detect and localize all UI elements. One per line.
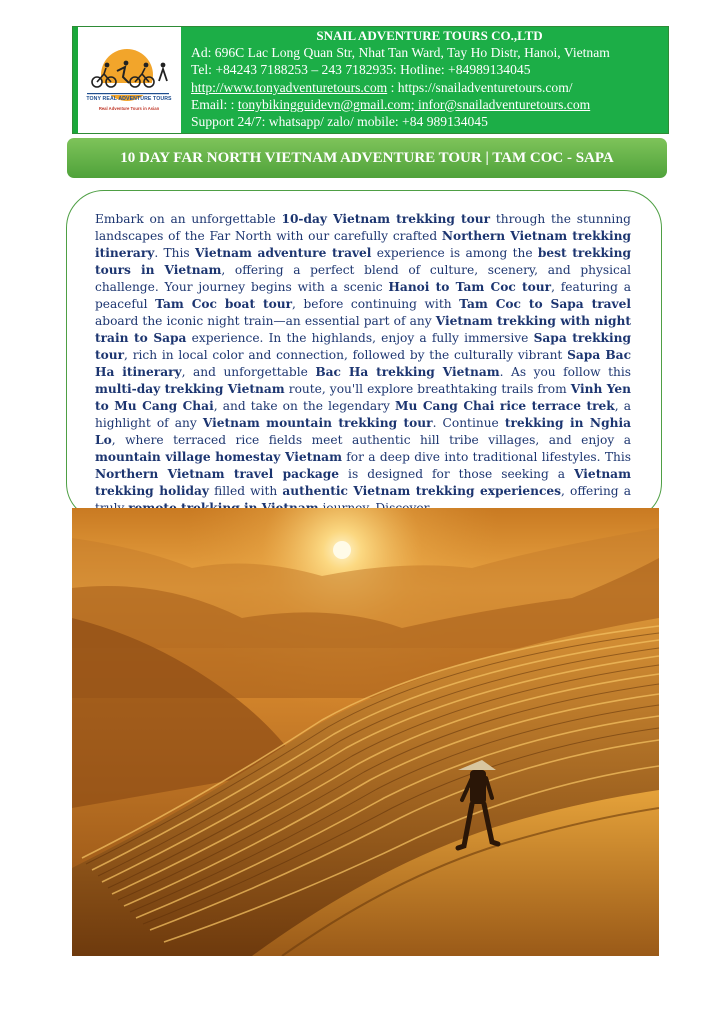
company-info <box>181 27 668 133</box>
keyword-highlight: Sapa Bac Ha itinerary <box>95 348 631 379</box>
keyword-highlight: 10-day Vietnam trekking tour <box>281 212 491 226</box>
company-address: Ad: 696C Lac Long Quan Str, Nhat Tan Ward, Tay Ho Distr, Hanoi, Vietnam <box>191 45 610 61</box>
keyword-highlight: Northern Vietnam travel package <box>95 467 340 481</box>
keyword-highlight: best trekking tours in Vietnam <box>95 246 631 277</box>
rice-terrace-photo <box>72 508 659 956</box>
logo-accent-bar <box>73 27 78 133</box>
tour-description: Embark on an unforgettable 10-day Vietnam trekking tour through the stunning landscapes of the Far North with our carefully crafted Northern Vietnam trekking itinerary. This Vietnam adventure travel experience is among the best trekking tours in Vietnam, offering a perfect blend of culture, scenery, and physical challenge. Your journey begins with a scenic Hanoi to Tam Coc tour, featuring a peaceful Tam Coc boat tour, before continuing with Tam Coc to Sapa travel aboard the iconic night train—an essential part of any Vietnam trekking with night train to Sapa experience. In the highlands, enjoy a fully immersive Sapa trekking tour, rich in local color and connection, followed by the culturally vibrant Sapa Bac Ha itinerary, and unforgettable Bac Ha trekking Vietnam. As you follow this multi-day trekking Vietnam route, you'll explore breathtaking trails from Vinh Yen to Mu Cang Chai, and take on the legendary Mu Cang Chai rice terrace trek, a highlight of any Vietnam mountain trekking tour. Continue trekking in Nghia Lo, where terraced rice fields meet authentic hill tribe villages, and enjoy a mountain village homestay Vietnam for a deep dive into traditional lifestyles. This Northern Vietnam travel package is designed for those seeking a Vietnam trekking holiday filled with authentic Vietnam trekking experiences, offering a <box>95 211 631 517</box>
company-email <box>191 96 668 113</box>
keyword-highlight: Mu Cang Chai rice terrace trek <box>394 399 615 413</box>
keyword-highlight: Bac Ha trekking Vietnam <box>315 365 500 379</box>
logo-subtext: Real Adventure Tours in Asian <box>98 106 160 111</box>
keyword-highlight: multi-day trekking Vietnam <box>95 382 285 396</box>
company-support: Support 24/7: whatsapp/ zalo/ mobile: +84 989134045 <box>191 114 488 130</box>
keyword-highlight: Tam Coc boat tour <box>155 297 293 311</box>
email-label: Email: : <box>191 96 238 112</box>
company-name: SNAIL ADVENTURE TOURS CO.,LTD <box>316 28 543 43</box>
description-box <box>66 190 662 521</box>
keyword-highlight: Vinh Yen to Mu Cang Chai <box>95 382 631 413</box>
keyword-highlight: trekking in Nghia Lo <box>95 416 631 447</box>
keyword-highlight: Vietnam mountain trekking tour <box>202 416 433 430</box>
keyword-highlight: Vietnam trekking with night train to Sapa <box>95 314 631 345</box>
keyword-highlight: Northern Vietnam trekking itinerary <box>95 229 631 260</box>
logo-graphic <box>73 27 179 133</box>
company-phone: Tel: +84243 7188253 – 243 7182935: Hotline: +84989134045 <box>191 62 531 78</box>
website-secondary: : https://snailadventuretours.com/ <box>387 79 573 95</box>
company-websites <box>191 79 668 96</box>
keyword-highlight: Hanoi to Tam Coc tour <box>388 280 552 294</box>
email-link[interactable]: tonybikingguidevn@gmail.com; infor@snailadventuretours.com <box>237 96 591 112</box>
keyword-highlight: mountain village homestay Vietnam <box>95 450 342 464</box>
keyword-highlight: authentic Vietnam trekking experiences <box>282 484 562 498</box>
keyword-highlight: Sapa trekking tour <box>95 331 631 362</box>
company-logo <box>73 27 179 133</box>
keyword-highlight: Tam Coc to Sapa travel <box>459 297 631 311</box>
logo-text: TONY REAL ADVENTURE TOURS <box>86 96 172 102</box>
letterhead <box>72 26 669 134</box>
keyword-highlight: Vietnam adventure travel <box>194 246 372 260</box>
tour-title: 10 DAY FAR NORTH VIETNAM ADVENTURE TOUR | TAM COC - SAPA <box>67 138 667 178</box>
keyword-highlight: Vietnam trekking holiday <box>95 467 631 498</box>
website-link[interactable]: http://www.tonyadventuretours.com <box>191 79 388 95</box>
